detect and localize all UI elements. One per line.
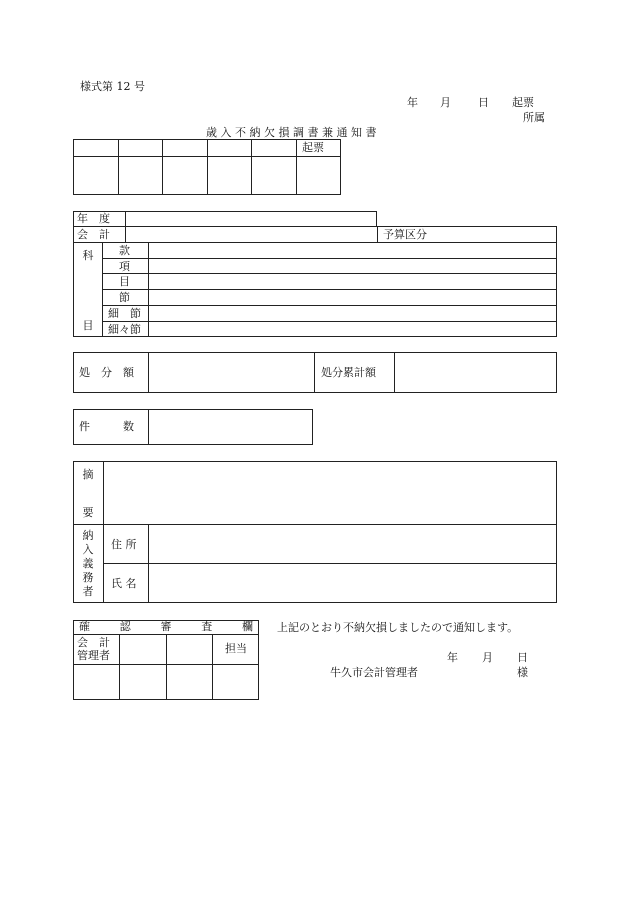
header-month-label: 月 bbox=[440, 96, 451, 109]
ka-char: 科 bbox=[82, 249, 94, 262]
yosan-divider bbox=[377, 226, 378, 243]
summary-obligor-table bbox=[73, 461, 557, 603]
nozei-char-5: 者 bbox=[82, 585, 94, 598]
notice-month-label: 月 bbox=[482, 651, 493, 664]
document-title: 歳 入 不 納 欠 損 調 書 兼 通 知 書 bbox=[206, 126, 377, 139]
address-label: 住 所 bbox=[111, 538, 137, 551]
kan-field[interactable] bbox=[149, 243, 556, 258]
stamp-cell-2[interactable] bbox=[119, 157, 162, 194]
stamp-cell-3[interactable] bbox=[163, 157, 207, 194]
issuer-label: 牛久市会計管理者 bbox=[330, 666, 418, 679]
disposal-amount-row bbox=[73, 352, 557, 393]
confirm-seal-cell-3[interactable] bbox=[167, 665, 212, 699]
shobun-ruikei-label: 処分累計額 bbox=[321, 366, 376, 379]
confirm-stamp-cell-3[interactable] bbox=[167, 635, 212, 664]
kou-label: 項 bbox=[119, 260, 130, 273]
stamp-cell-1[interactable] bbox=[74, 157, 118, 194]
confirm-seal-cell-4[interactable] bbox=[213, 665, 258, 699]
stamp-cell-4[interactable] bbox=[208, 157, 251, 194]
teki-char: 摘 bbox=[82, 468, 94, 481]
confirm-kaikei-label: 会 計 bbox=[77, 636, 110, 649]
moku-char: 目 bbox=[82, 319, 94, 332]
confirm-header-char: 欄 bbox=[242, 620, 253, 633]
confirm-header-char: 認 bbox=[119, 620, 131, 633]
account-classification-table bbox=[73, 211, 557, 337]
saisaisetsu-field[interactable] bbox=[149, 322, 556, 336]
nozei-char-4: 務 bbox=[82, 571, 94, 584]
notice-day-label: 日 bbox=[517, 651, 528, 664]
kensu-label: 件 数 bbox=[79, 420, 134, 433]
confirm-seal-cell-1[interactable] bbox=[74, 665, 119, 699]
kaikei-label: 会 計 bbox=[77, 228, 110, 241]
header-day-label: 日 bbox=[478, 96, 489, 109]
saisetsu-label: 細 節 bbox=[108, 307, 141, 320]
yo-char: 要 bbox=[82, 506, 94, 519]
kaikei-field[interactable] bbox=[126, 227, 376, 242]
confirm-header-char: 確 bbox=[79, 620, 90, 633]
nozei-char-1: 納 bbox=[82, 529, 94, 542]
notice-text: 上記のとおり不納欠損しましたので通知します。 bbox=[277, 621, 519, 634]
stamp-cell-5[interactable] bbox=[252, 157, 296, 194]
stamp-cell-kihyo[interactable] bbox=[297, 157, 340, 194]
confirm-stamp-cell-2[interactable] bbox=[120, 635, 166, 664]
shobun-ruikei-field[interactable] bbox=[395, 353, 556, 392]
confirmation-review-table bbox=[73, 620, 259, 700]
name-field[interactable] bbox=[149, 564, 556, 602]
confirm-seal-cell-2[interactable] bbox=[120, 665, 166, 699]
setsu-field[interactable] bbox=[149, 290, 556, 305]
kou-field[interactable] bbox=[149, 259, 556, 273]
notice-year-label: 年 bbox=[447, 651, 458, 664]
approval-stamp-grid bbox=[73, 139, 341, 195]
nozei-char-2: 入 bbox=[82, 543, 94, 556]
shobun-gaku-field[interactable] bbox=[149, 353, 314, 392]
disposal-divider bbox=[314, 352, 315, 393]
address-field[interactable] bbox=[149, 525, 556, 563]
setsu-label: 節 bbox=[119, 291, 130, 304]
sama-label: 様 bbox=[517, 666, 528, 679]
affiliation-label: 所属 bbox=[523, 111, 545, 124]
saisaisetsu-label: 細々節 bbox=[108, 323, 141, 336]
shobun-gaku-label: 処 分 額 bbox=[79, 366, 134, 379]
moku-field[interactable] bbox=[149, 274, 556, 289]
kan-label: 款 bbox=[119, 244, 130, 257]
name-label: 氏 名 bbox=[111, 577, 137, 590]
kensu-field[interactable] bbox=[149, 410, 312, 444]
confirm-header bbox=[79, 620, 253, 633]
approval-kihyo-label: 起票 bbox=[302, 141, 324, 154]
confirm-header-char: 審 bbox=[160, 620, 172, 633]
nendo-label: 年 度 bbox=[77, 212, 110, 225]
header-year-label: 年 bbox=[407, 96, 418, 109]
saisetsu-field[interactable] bbox=[149, 306, 556, 321]
nozei-char-3: 義 bbox=[82, 557, 94, 570]
yosan-kubun-label: 予算区分 bbox=[383, 228, 427, 241]
count-row bbox=[73, 409, 313, 445]
confirm-tanto-label: 担当 bbox=[225, 642, 247, 655]
nendo-field[interactable] bbox=[126, 212, 376, 226]
moku-label: 目 bbox=[119, 275, 130, 288]
form-number: 様式第 12 号 bbox=[80, 80, 145, 93]
header-kihyo-label: 起票 bbox=[512, 96, 534, 109]
confirm-header-char: 査 bbox=[201, 620, 213, 633]
confirm-kanrisha-label: 管理者 bbox=[77, 649, 110, 662]
tekiyo-field[interactable] bbox=[104, 462, 556, 524]
